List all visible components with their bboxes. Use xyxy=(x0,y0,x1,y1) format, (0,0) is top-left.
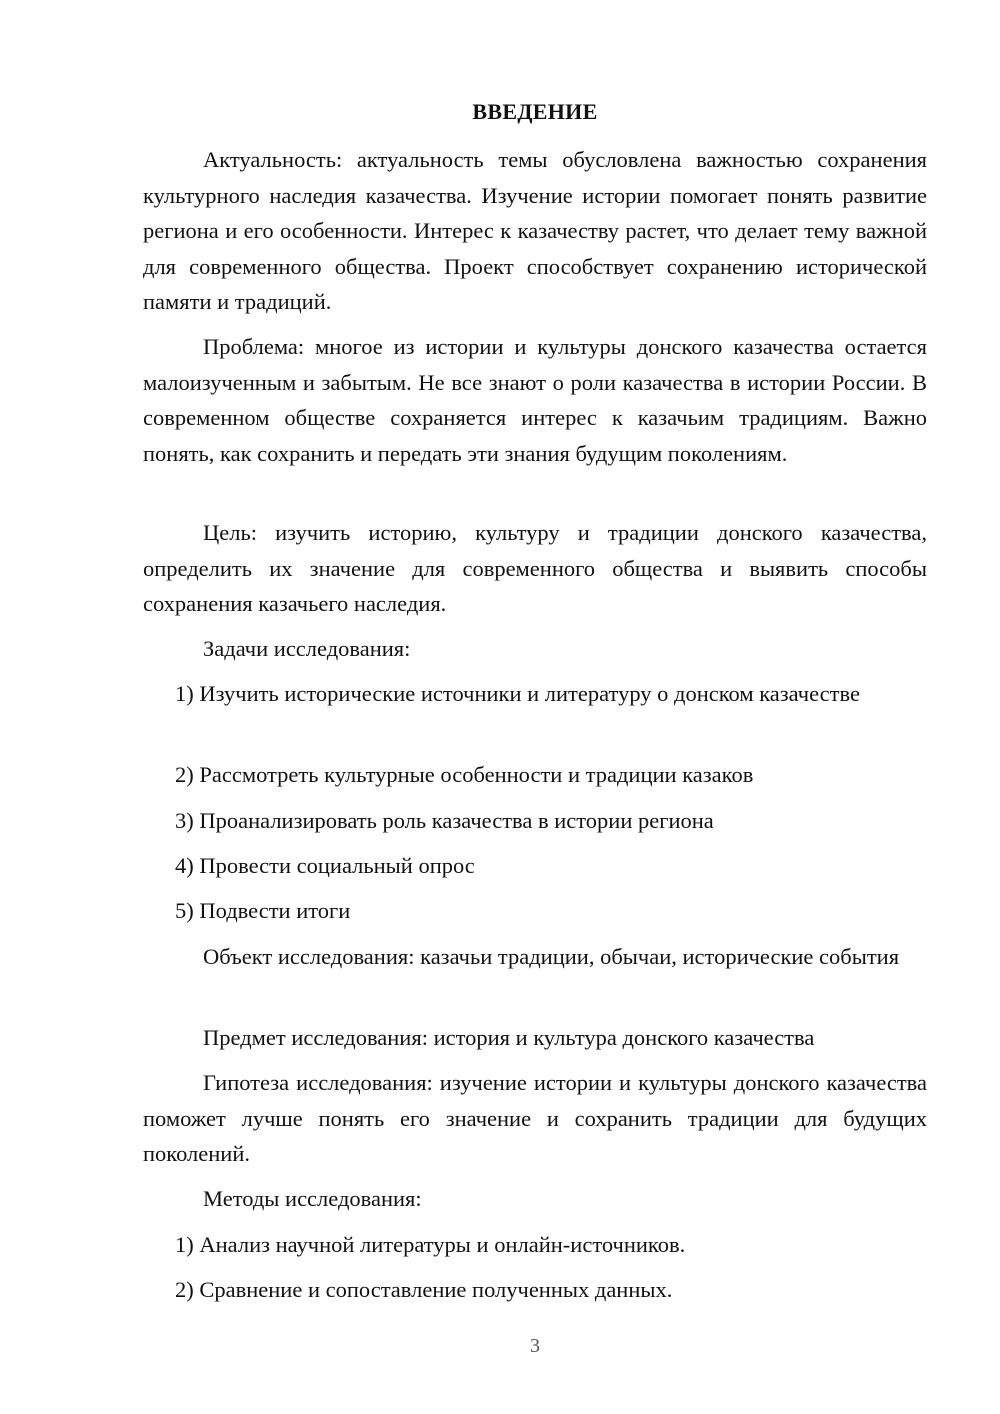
method-item-2-text: 2) Сравнение и сопоставление полученных данных. xyxy=(175,1277,673,1302)
hypothesis-paragraph: Гипотеза исследования: изучение истории и культуры донского казачества поможет лучше понять его значение и сохранить традиции для будущих поколений. xyxy=(143,1070,927,1166)
methods-heading: Методы исследования: xyxy=(203,1186,422,1211)
section-title: ВВЕДЕНИЕ xyxy=(472,99,598,124)
subject-paragraph: Предмет исследования: история и культура донского казачества xyxy=(203,1025,815,1050)
task-item-4-text: 4) Провести социальный опрос xyxy=(175,853,475,878)
document-page xyxy=(143,0,927,1414)
task-item-1: 1) Изучить исторические источники и литературу о донском казачестве xyxy=(175,681,860,706)
relevance-paragraph: Актуальность: актуальность темы обусловлена важностью сохранения культурного наследия казачества. Изучение истории помогает понять развитие региона и его особенности. Интерес к казачеству растет, что делает тему важной для современного общества. Проект способствует сохранению исторической памяти и традиций. xyxy=(143,147,927,314)
problem-paragraph: Проблема: многое из истории и культуры донского казачества остается малоизученным и забытым. Не все знают о роли казачества в истории России. В современном обществе сохраняется интерес к казачьим традициям. Важно понять, как сохранить и передать эти знания будущим поколениям. xyxy=(143,334,927,466)
object-paragraph: Объект исследования: казачьи традиции, обычаи, исторические события xyxy=(203,944,900,969)
task-item-5-text: 5) Подвести итоги xyxy=(175,898,351,923)
goal-paragraph: Цель: изучить историю, культуру и традиции донского казачества, определить их значение для современного общества и выявить способы сохранения казачьего наследия. xyxy=(143,520,927,616)
method-item-1-text: 1) Анализ научной литературы и онлайн-источников. xyxy=(175,1232,686,1257)
tasks-heading: Задачи исследования: xyxy=(203,636,411,661)
task-item-2-text: 2) Рассмотреть культурные особенности и традиции казаков xyxy=(175,762,754,787)
task-item-3-text: 3) Проанализировать роль казачества в истории региона xyxy=(175,808,714,833)
page-number: 3 xyxy=(530,1335,540,1357)
